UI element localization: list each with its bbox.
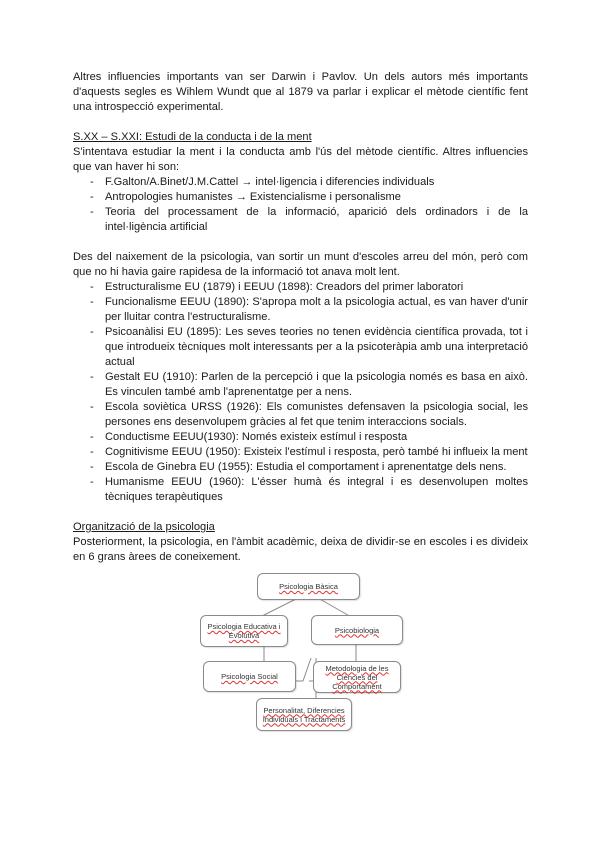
psychology-areas-diagram — [73, 573, 528, 758]
list-item: - Psicoanàlisi EU (1895): Les seves teories no tenen evidència científica provada, tot i que introdueix tècniques molt interessants per a la psicoteràpia amb una interpretació actual — [73, 325, 528, 370]
list-item: - F.Galton/A.Binet/J.M.Cattel → intel·ligencia i diferencies individuals — [73, 175, 528, 190]
section-paragraph-behaviour: S'intentava estudiar la ment i la conducta amb l'ús del mètode científic. Altres influencies que van haver hi son: — [73, 146, 528, 173]
list-item: - Humanisme EEUU (1960): L'ésser humà és integral i es desenvolupen moltes tècniques terapèutiques — [73, 475, 528, 505]
list-item: - Antropologies humanistes → Existencialisme i personalisme — [73, 190, 528, 205]
intro-paragraph: Altres influencies importants van ser Darwin i Pavlov. Un dels autors més importants d'aquests segles es Wihlem Wundt que al 1879 va parlar i explicar el mètode científic fent una introspecció experimental. — [73, 71, 528, 113]
list-item: - Funcionalisme EEUU (1890): S'apropa molt a la psicologia actual, es van haver d'unir per lluitar contra l'estructuralisme. — [73, 295, 528, 325]
list-item: - Teoria del processament de la informació, aparició dels ordinadors i de la intel·ligència artificial — [73, 205, 528, 235]
schools-list — [73, 280, 528, 505]
box-psicobiologia: Psicobiologia — [311, 615, 403, 645]
box-metodologia: Metodologia de les Ciències del Comportament — [313, 661, 401, 693]
schools-paragraph: Des del naixement de la psicologia, van sortir un munt d'escoles arreu del món, però com que no hi havia gaire rapidesa de la informació tot anava molt lent. — [73, 251, 528, 278]
box-psicologia-social: Psicologia Social — [203, 661, 296, 692]
list-item: - Escola de Ginebra EU (1955): Estudia el comportament i aprenentatge dels nens. — [73, 460, 528, 475]
organization-paragraph: Posteriorment, la psicologia, en l'àmbit acadèmic, deixa de dividir-se en escoles i es divideix en 6 grans àrees de coneixement. — [73, 536, 528, 563]
box-personalitat: Personalitat, Diferencies Individuals i Tractaments — [256, 698, 352, 731]
box-psicologia-educativa: Psicologia Educativa i Evolutiva — [200, 615, 288, 647]
list-item: - Estructuralisme EU (1879) i EEUU (1898): Creadors del primer laboratori — [73, 280, 528, 295]
document-page — [73, 70, 528, 758]
list-item: - Escola soviètica URSS (1926): Els comunistes defensaven la psicologia social, les persones ens desenvolupem gràcies al fet que tenim interaccions socials. — [73, 400, 528, 430]
list-item: - Gestalt EU (1910): Parlen de la percepció i que la psicologia només es basa en això. Es vinculen també amb l'aprenentatge per a nens. — [73, 370, 528, 400]
section-heading-behaviour: S.XX – S.XXI: Estudi de la conducta i de la ment — [73, 131, 312, 143]
list-item: - Cognitivisme EEUU (1950): Existeix l'estímul i resposta, però també hi influeix la ment — [73, 445, 528, 460]
influences-list — [73, 175, 528, 235]
section-heading-organization: Organització de la psicologia — [73, 521, 215, 533]
list-item: - Conductisme EEUU(1930): Només existeix estímul i resposta — [73, 430, 528, 445]
box-psicologia-basica: Psicologia Bàsica — [257, 573, 360, 600]
